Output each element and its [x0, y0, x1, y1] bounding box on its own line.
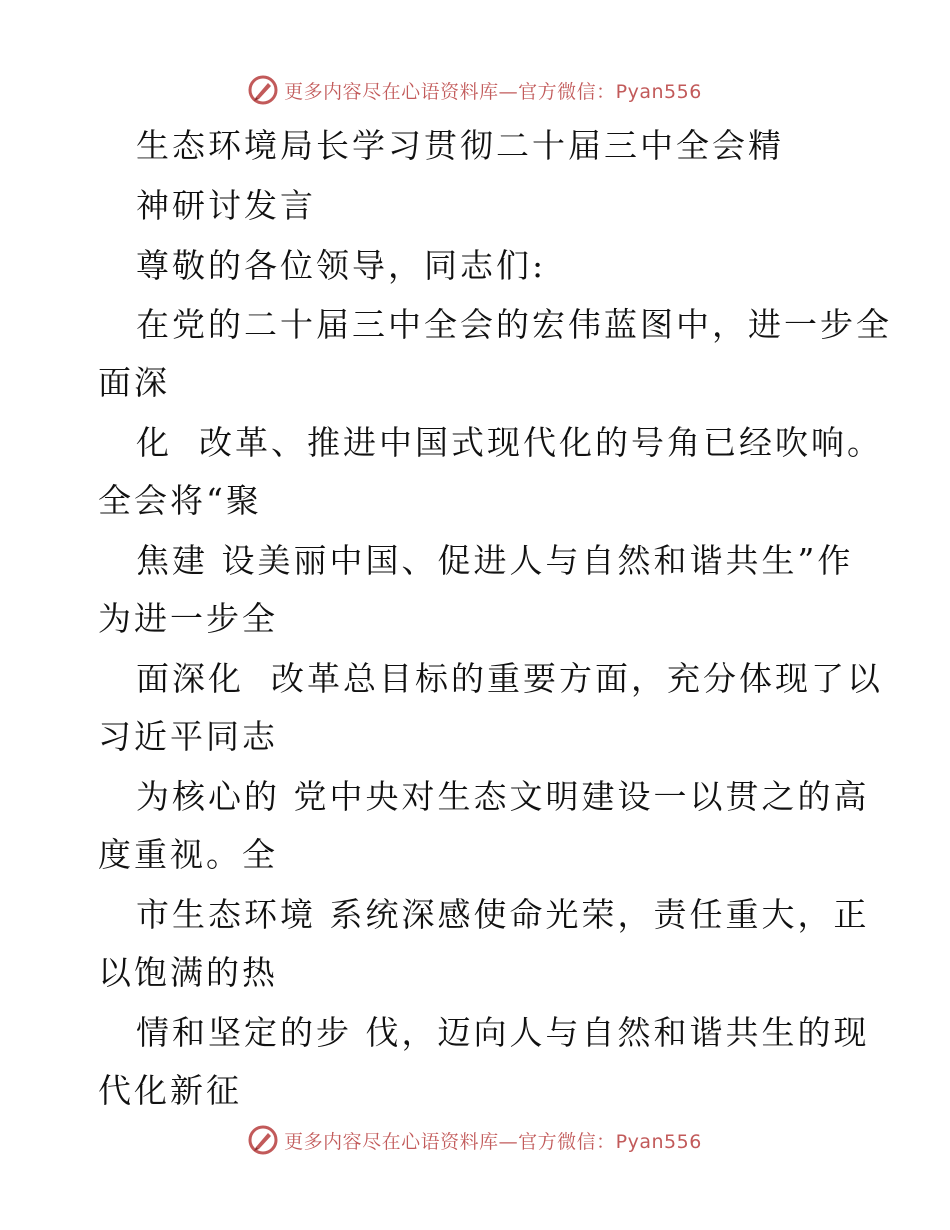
doc-line: 习近平同志 — [98, 717, 278, 756]
doc-line: 代化新征 — [98, 1071, 242, 1110]
quill-pen-logo-icon — [248, 1125, 278, 1155]
banner-text: 更多内容尽在心语资料库—官方微信：Pyan556 — [284, 80, 702, 103]
banner-wechat-id: Pyan556 — [615, 1130, 702, 1153]
doc-greeting: 尊敬的各位领导，同志们: — [136, 246, 547, 285]
doc-line: 面深 — [98, 363, 170, 402]
doc-title-line-1: 生态环境局长学习贯彻二十届三中全会精 — [136, 126, 784, 165]
footer-watermark-banner — [0, 1120, 950, 1160]
doc-line: 情和坚定的步 伐，迈向人与自然和谐共生的现 — [136, 1013, 870, 1052]
doc-line: 在党的二十届三中全会的宏伟蓝图中，进一步全 — [136, 305, 892, 344]
doc-line: 度重视。全 — [98, 835, 278, 874]
doc-line: 化 改革、推进中国式现代化的号角已经吹响。 — [136, 423, 883, 462]
doc-title-line-2: 神研讨发言 — [136, 186, 316, 225]
header-watermark-banner — [0, 70, 950, 110]
doc-line: 市生态环境 系统深感使命光荣，责任重大，正 — [136, 895, 870, 934]
banner-text: 更多内容尽在心语资料库—官方微信：Pyan556 — [284, 1130, 702, 1153]
banner-wechat-id: Pyan556 — [615, 80, 702, 103]
doc-line: 为进一步全 — [98, 599, 278, 638]
doc-line: 以饱满的热 — [98, 953, 278, 992]
doc-line: 焦建 设美丽中国、促进人与自然和谐共生”作 — [136, 541, 854, 580]
doc-line: 为核心的 党中央对生态文明建设一以贯之的高 — [136, 777, 870, 816]
doc-line: 全会将“聚 — [98, 481, 262, 520]
quill-pen-logo-icon — [248, 75, 278, 105]
doc-line: 面深化 改革总目标的重要方面，充分体现了以 — [136, 659, 883, 698]
